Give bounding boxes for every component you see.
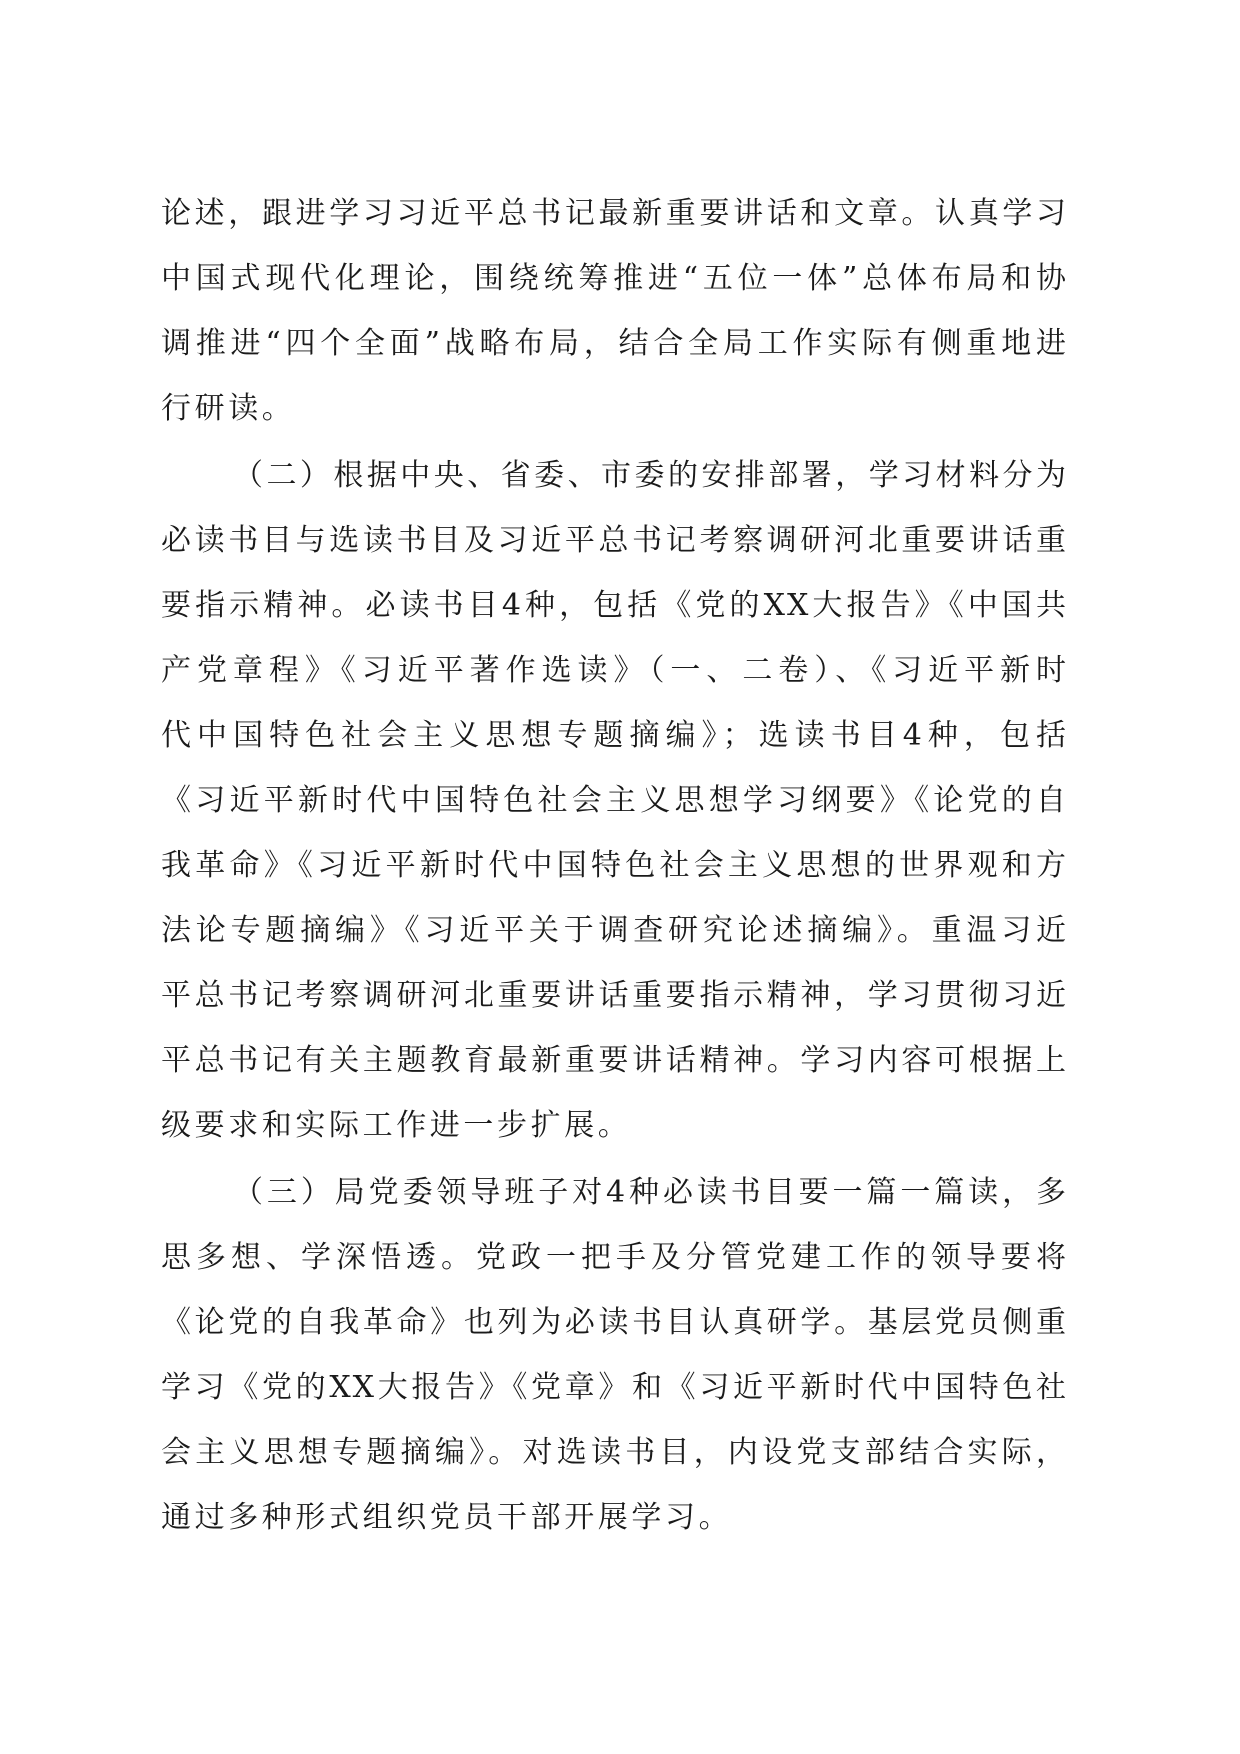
- text-line: 平总书记考察调研河北重要讲话重要指示精神，学习贯彻习近: [161, 978, 1068, 1013]
- text-line: 调推进“四个全面”战略布局，结合全局工作实际有侧重地进: [161, 326, 1068, 361]
- text-line: 平总书记有关主题教育最新重要讲话精神。学习内容可根据上: [161, 1043, 1068, 1078]
- text-line: 法论专题摘编》《习近平关于调查研究论述摘编》。重温习近: [161, 913, 1068, 948]
- text-line: 中国式现代化理论，围绕统筹推进“五位一体”总体布局和协: [161, 261, 1068, 296]
- text-line: 《论党的自我革命》也列为必读书目认真研学。基层党员侧重: [161, 1305, 1068, 1340]
- text-line: 要指示精神。必读书目4种，包括《党的XX大报告》《中国共: [161, 588, 1068, 623]
- paragraph-3: [161, 1160, 1068, 1550]
- text-line: 通过多种形式组织党员干部开展学习。: [161, 1500, 733, 1535]
- text-line: 会主义思想专题摘编》。对选读书目，内设党支部结合实际，: [161, 1435, 1068, 1470]
- paragraph-1: [161, 181, 1068, 441]
- text-line: 产党章程》《习近平著作选读》（一、二卷）、《习近平新时: [161, 653, 1068, 688]
- text-line: （二）根据中央、省委、市委的安排部署，学习材料分为: [233, 458, 1068, 493]
- text-line: 代中国特色社会主义思想专题摘编》；选读书目4种，包括: [161, 718, 1068, 753]
- text-line: 必读书目与选读书目及习近平总书记考察调研河北重要讲话重: [161, 523, 1068, 558]
- paragraph-2: [161, 443, 1068, 1158]
- text-line: 学习《党的XX大报告》《党章》和《习近平新时代中国特色社: [161, 1370, 1068, 1405]
- text-line: 论述，跟进学习习近平总书记最新重要讲话和文章。认真学习: [161, 196, 1068, 231]
- document-body: [161, 181, 1068, 1552]
- text-line: 思多想、学深悟透。党政一把手及分管党建工作的领导要将: [161, 1240, 1068, 1275]
- text-line: 我革命》《习近平新时代中国特色社会主义思想的世界观和方: [161, 848, 1068, 883]
- text-line: 《习近平新时代中国特色社会主义思想学习纲要》《论党的自: [161, 783, 1068, 818]
- text-line: 行研读。: [161, 391, 296, 426]
- text-line: 级要求和实际工作进一步扩展。: [161, 1108, 632, 1143]
- text-line: （三）局党委领导班子对4种必读书目要一篇一篇读，多: [233, 1175, 1068, 1210]
